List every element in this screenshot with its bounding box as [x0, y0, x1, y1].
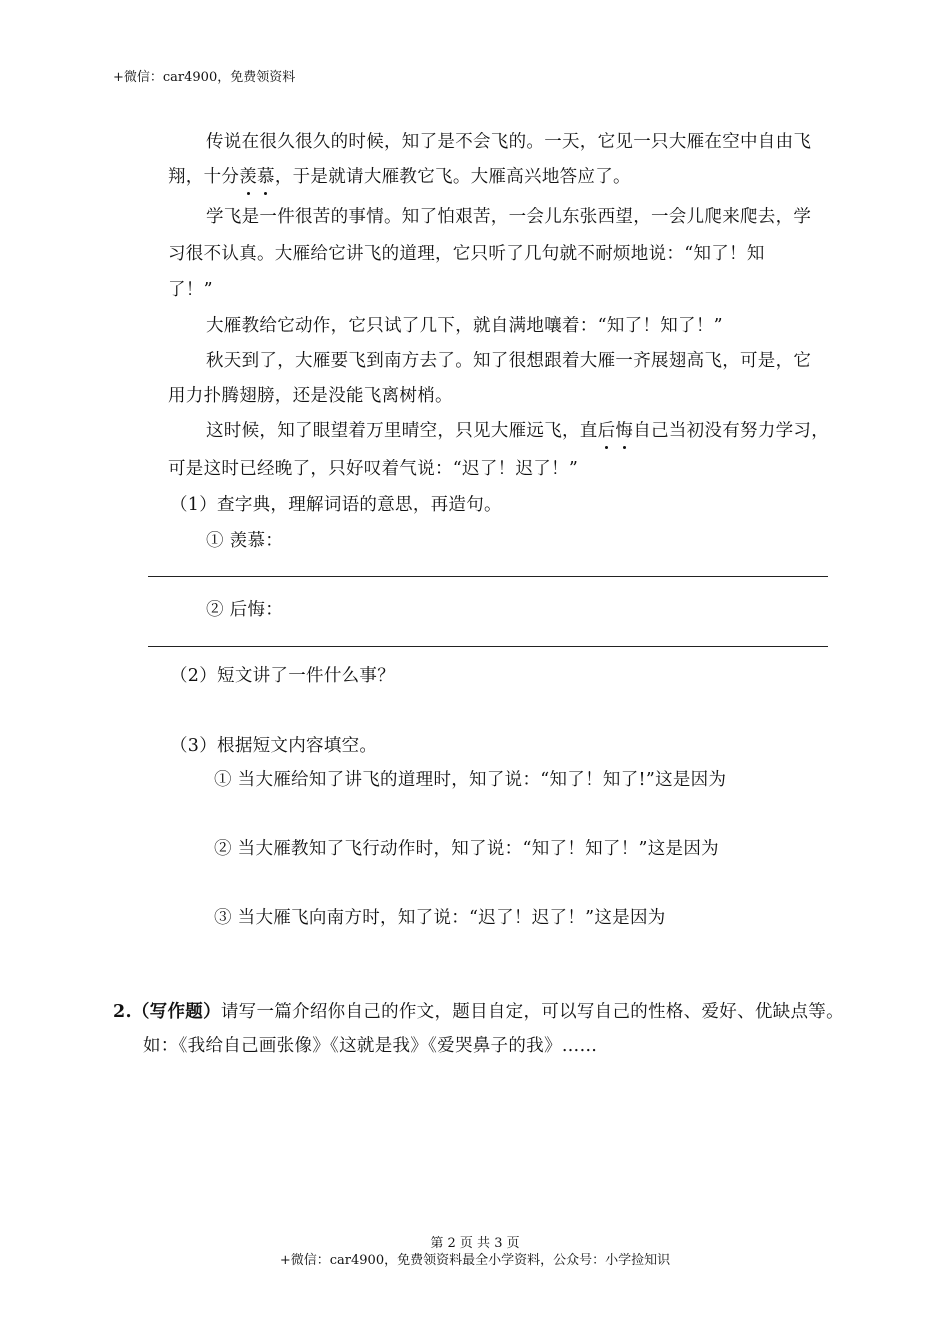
- passage-line: 秋天到了，大雁要飞到南方去了。知了很想跟着大雁一齐展翅高飞，可是，它: [206, 351, 812, 371]
- passage-line: 传说在很久很久的时候，知了是不会飞的。一天，它见一只大雁在空中自由飞: [206, 132, 812, 152]
- writing-examples: 如：《我给自己画张像》《这就是我》《爱哭鼻子的我》……: [143, 1036, 598, 1056]
- writing-number: 2.: [113, 1002, 132, 1022]
- writing-tag: （写作题）: [131, 1002, 221, 1022]
- passage-line: 学飞是一件很苦的事情。知了怕艰苦，一会儿东张西望，一会儿爬来爬去，学: [206, 207, 812, 227]
- question-3-item-c: ③ 当大雁飞向南方时，知了说：“迟了！迟了！”这是因为: [214, 908, 666, 928]
- emphasis-char: 羡: [239, 163, 257, 188]
- question-1-item-b: ② 后悔：: [206, 600, 284, 620]
- passage-line: 可是这时已经晚了，只好叹着气说：“迟了！迟了！”: [168, 459, 579, 479]
- question-3-item-a: ① 当大雁给知了讲飞的道理时，知了说：“知了！知了!”这是因为: [214, 770, 727, 790]
- question-3: （3）根据短文内容填空。: [170, 736, 378, 756]
- passage-text: 翔，十分: [168, 167, 240, 187]
- question-2: （2）短文讲了一件什么事？: [170, 666, 396, 686]
- passage-text: ，于是就请大雁教它飞。大雁高兴地答应了。: [274, 167, 631, 187]
- emphasis-char: 悔: [615, 417, 633, 442]
- question-3-item-b: ② 当大雁教知了飞行动作时，知了说：“知了！知了！”这是因为: [214, 839, 719, 859]
- answer-line[interactable]: [148, 646, 828, 647]
- passage-line: 了！”: [168, 280, 213, 300]
- passage-line: 用力扑腾翅膀，还是没能飞离树梢。: [168, 386, 453, 406]
- writing-prompt: [113, 998, 844, 1023]
- page-number: 第 2 页 共 3 页: [430, 1236, 520, 1251]
- passage-line: [206, 417, 829, 442]
- writing-prompt-text: 请写一篇介绍你自己的作文，题目自定，可以写自己的性格、爱好、优缺点等。: [220, 1002, 844, 1022]
- passage-text: 自己当初没有努力学习，: [633, 421, 830, 441]
- emphasis-char: 后: [598, 417, 616, 442]
- passage-line: 大雁教给它动作，它只试了几下，就自满地嚷着：“知了！知了！”: [206, 316, 723, 336]
- passage-line: [168, 163, 631, 188]
- header-watermark: +微信：car4900，免费领资料: [113, 70, 296, 85]
- passage-text: 这时候，知了眼望着万里晴空，只见大雁远飞，直: [206, 421, 598, 441]
- answer-line[interactable]: [148, 576, 828, 577]
- passage-line: 习很不认真。大雁给它讲飞的道理，它只听了几句就不耐烦地说：“知了！知: [168, 244, 765, 264]
- footer-watermark: +微信：car4900，免费领资料最全小学资料，公众号：小学捡知识: [279, 1253, 671, 1268]
- question-1: （1）查字典，理解词语的意思，再造句。: [170, 495, 502, 515]
- emphasis-char: 慕: [257, 163, 275, 188]
- question-1-item-a: ① 羡慕：: [206, 531, 284, 551]
